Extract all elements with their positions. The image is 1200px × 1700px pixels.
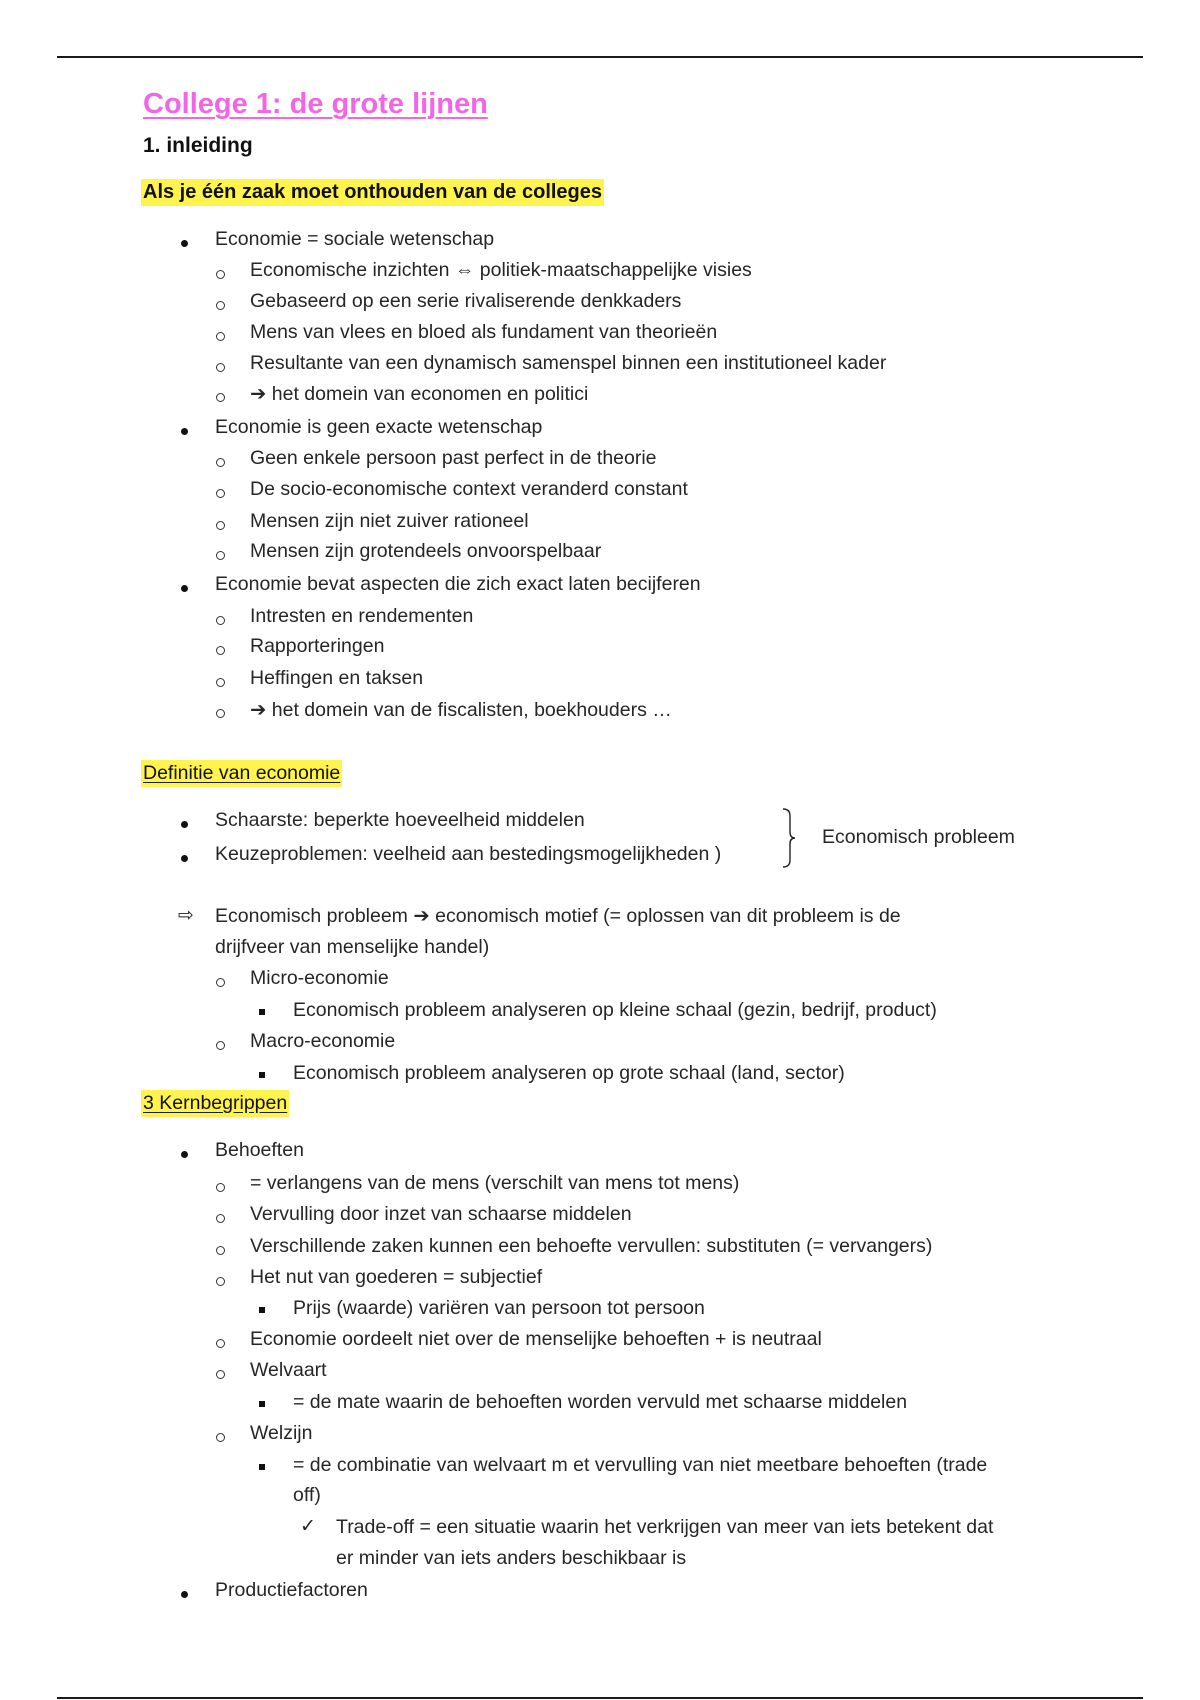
list-item: Economie oordeelt niet over de menselijke behoeften + is neutraal xyxy=(250,1328,822,1350)
bullet-dot xyxy=(181,1151,188,1158)
bullet-dot xyxy=(181,428,188,435)
list-item: = de mate waarin de behoeften worden vervuld met schaarse middelen xyxy=(293,1391,908,1413)
bullet-dot xyxy=(181,585,188,592)
bullet-circle xyxy=(216,363,225,372)
list-item-continuation: off) xyxy=(293,1484,321,1506)
implies-arrow-icon: ⇨ xyxy=(178,905,194,926)
bullet-circle xyxy=(216,1370,225,1379)
bullet-dot xyxy=(181,1591,188,1598)
list-item: Economisch probleem analyseren op kleine schaal (gezin, bedrijf, product) xyxy=(293,999,937,1021)
list-item: Rapporteringen xyxy=(250,635,385,657)
list-item: Trade-off = een situatie waarin het verkrijgen van meer van iets betekent dat xyxy=(336,1516,994,1538)
bullet-circle xyxy=(216,489,225,498)
list-item: Economie = sociale wetenschap xyxy=(215,228,495,250)
check-icon: ✓ xyxy=(300,1516,316,1537)
bullet-square xyxy=(259,1401,265,1407)
bullet-circle xyxy=(216,270,225,279)
list-item: Geen enkele persoon past perfect in de theorie xyxy=(250,447,657,469)
bullet-circle xyxy=(216,646,225,655)
list-item: Welzijn xyxy=(250,1422,313,1444)
list-item: Economische inzichten ⇔ politiek-maatschappelijke visies xyxy=(250,259,752,281)
list-item: Welvaart xyxy=(250,1359,327,1381)
bottom-rule xyxy=(57,1697,1143,1699)
list-item: Productiefactoren xyxy=(215,1579,368,1601)
section-heading: 1. inleiding xyxy=(143,134,253,157)
list-item-continuation: drijfveer van menselijke handel) xyxy=(215,936,490,958)
list-item: Economisch probleem analyseren op grote schaal (land, sector) xyxy=(293,1062,845,1084)
list-item: Het nut van goederen = subjectief xyxy=(250,1266,543,1288)
bullet-circle xyxy=(216,521,225,530)
list-item: Heffingen en taksen xyxy=(250,667,424,689)
bullet-circle xyxy=(216,1277,225,1286)
list-item: Micro-economie xyxy=(250,967,389,989)
bullet-circle xyxy=(216,616,225,625)
bullet-square xyxy=(259,1464,265,1470)
bullet-dot xyxy=(181,855,188,862)
list-item: Prijs (waarde) variëren van persoon tot persoon xyxy=(293,1297,705,1319)
bullet-dot xyxy=(181,821,188,828)
bullet-circle xyxy=(216,301,225,310)
bullet-square xyxy=(259,1072,265,1078)
bullet-circle xyxy=(216,1433,225,1442)
bullet-circle xyxy=(216,1041,225,1050)
list-item: Gebaseerd op een serie rivaliserende denkkaders xyxy=(250,290,682,312)
list-item-continuation: er minder van iets anders beschikbaar is xyxy=(336,1547,687,1569)
brace-label: Economisch probleem xyxy=(822,826,1015,848)
list-item: = verlangens van de mens (verschilt van mens tot mens) xyxy=(250,1172,740,1194)
bullet-circle xyxy=(216,332,225,341)
list-item: Behoeften xyxy=(215,1139,304,1161)
list-item: Macro-economie xyxy=(250,1030,396,1052)
bullet-dot xyxy=(181,240,188,247)
list-item: De socio-economische context veranderd constant xyxy=(250,478,688,500)
list-item: Mensen zijn grotendeels onvoorspelbaar xyxy=(250,540,602,562)
list-item: Verschillende zaken kunnen een behoefte vervullen: substituten (= vervangers) xyxy=(250,1235,933,1257)
bullet-circle xyxy=(216,709,225,718)
bullet-circle xyxy=(216,393,225,402)
list-item: Schaarste: beperkte hoeveelheid middelen xyxy=(215,809,585,831)
list-item: Economie is geen exacte wetenschap xyxy=(215,416,543,438)
list-item: Mensen zijn niet zuiver rationeel xyxy=(250,510,529,532)
list-item: Mens van vlees en bloed als fundament van theorieën xyxy=(250,321,718,343)
section-label-definition: Definitie van economie xyxy=(141,762,342,785)
list-item: Vervulling door inzet van schaarse middelen xyxy=(250,1203,632,1225)
bullet-circle xyxy=(216,1183,225,1192)
bullet-circle xyxy=(216,1246,225,1255)
bullet-circle xyxy=(216,458,225,467)
bullet-square xyxy=(259,1009,265,1015)
brace-icon xyxy=(782,808,796,868)
list-item: Intresten en rendementen xyxy=(250,605,474,627)
list-item: ➔ het domein van de fiscalisten, boekhouders … xyxy=(250,699,672,721)
bullet-circle xyxy=(216,678,225,687)
list-item: Economie bevat aspecten die zich exact laten becijferen xyxy=(215,573,701,595)
bullet-circle xyxy=(216,978,225,987)
section-label-one-thing: Als je één zaak moet onthouden van de colleges xyxy=(141,181,604,204)
page-title: College 1: de grote lijnen xyxy=(143,88,488,120)
section-label-kernbegrippen: 3 Kernbegrippen xyxy=(141,1092,289,1115)
list-item: = de combinatie van welvaart m et vervulling van niet meetbare behoeften (trade xyxy=(293,1454,988,1476)
bullet-circle xyxy=(216,551,225,560)
bullet-square xyxy=(259,1307,265,1313)
list-item: ➔ het domein van economen en politici xyxy=(250,383,589,405)
list-item: Keuzeproblemen: veelheid aan bestedingsmogelijkheden ) xyxy=(215,843,722,865)
list-item: Economisch probleem ➔ economisch motief (= oplossen van dit probleem is de xyxy=(215,905,901,927)
list-item: Resultante van een dynamisch samenspel binnen een institutioneel kader xyxy=(250,352,887,374)
top-rule xyxy=(57,56,1143,58)
bullet-circle xyxy=(216,1214,225,1223)
bullet-circle xyxy=(216,1339,225,1348)
